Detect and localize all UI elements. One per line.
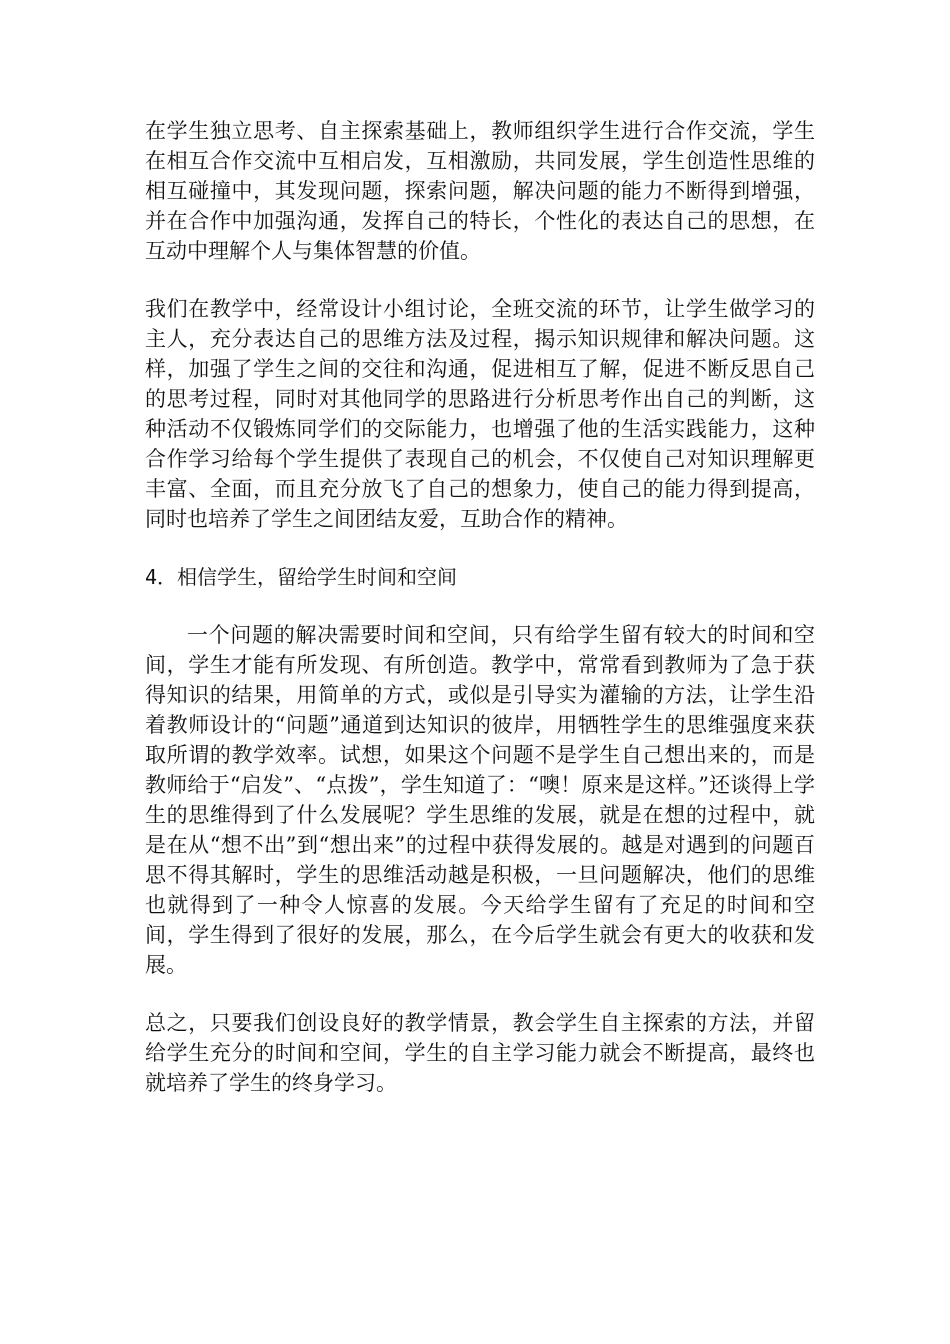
document-body xyxy=(145,116,815,1098)
paragraph-time-and-space: 一个问题的解决需要时间和空间，只有给学生留有较大的时间和空间，学生才能有所发现、有所创造。教学中，常常看到教师为了急于获得知识的结果，用简单的方式，或似是引导实为灌输的方法，让学生沿着教师设计的“问题”通道到达知识的彼岸，用牺牲学生的思维强度来获取所谓的教学效率。试想，如果这个问题不是学生自己想出来的，而是教师给于“启发”、“点拨”，学生知道了：“噢！原来是这样。”还谈得上学生的思维得到了什么发展呢？学生思维的发展，就是在想的过程中，就是在从“想不出”到“想出来”的过程中获得发展的。越是对遇到的问题百思不得其解时，学生的思维活动越是积极，一旦问题解决，他们的思维也就得到了一种令人惊喜的发展。今天给学生留有了充足的时间和空间，学生得到了很好的发展，那么，在今后学生就会有更大的收获和发展。 xyxy=(145,623,815,977)
paragraph-spacer xyxy=(145,980,815,1008)
paragraph-group-discussion: 我们在教学中，经常设计小组讨论，全班交流的环节，让学生做学习的主人，充分表达自己的思维方法及过程，揭示知识规律和解决问题。这样，加强了学生之间的交往和沟通，促进相互了解，促进不断反思自己的思考过程，同时对其他同学的思路进行分析思考作出自己的判断，这种活动不仅锻炼同学们的交际能力，也增强了他的生活实践能力，这种合作学习给每个学生提供了表现自己的机会，不仅使自己对知识理解更丰富、全面，而且充分放飞了自己的想象力，使自己的能力得到提高，同时也培养了学生之间团结友爱，互助合作的精神。 xyxy=(145,297,815,531)
paragraph-spacer xyxy=(145,266,815,294)
paragraph-spacer xyxy=(145,534,815,562)
paragraph-spacer xyxy=(145,592,815,620)
paragraph-cooperative-exchange: 在学生独立思考、自主探索基础上，教师组织学生进行合作交流，学生在相互合作交流中互相启发，互相激励，共同发展，学生创造性思维的相互碰撞中，其发现问题，探索问题，解决问题的能力不断得到增强，并在合作中加强沟通，发挥自己的特长，个性化的表达自己的思想，在互动中理解个人与集体智慧的价值。 xyxy=(145,119,815,263)
section-heading: 4．相信学生，留给学生时间和空间 xyxy=(145,565,458,589)
paragraph-conclusion: 总之，只要我们创设良好的教学情景，教会学生自主探索的方法，并留给学生充分的时间和空间，学生的自主学习能力就会不断提高，最终也就培养了学生的终身学习。 xyxy=(145,1011,815,1095)
